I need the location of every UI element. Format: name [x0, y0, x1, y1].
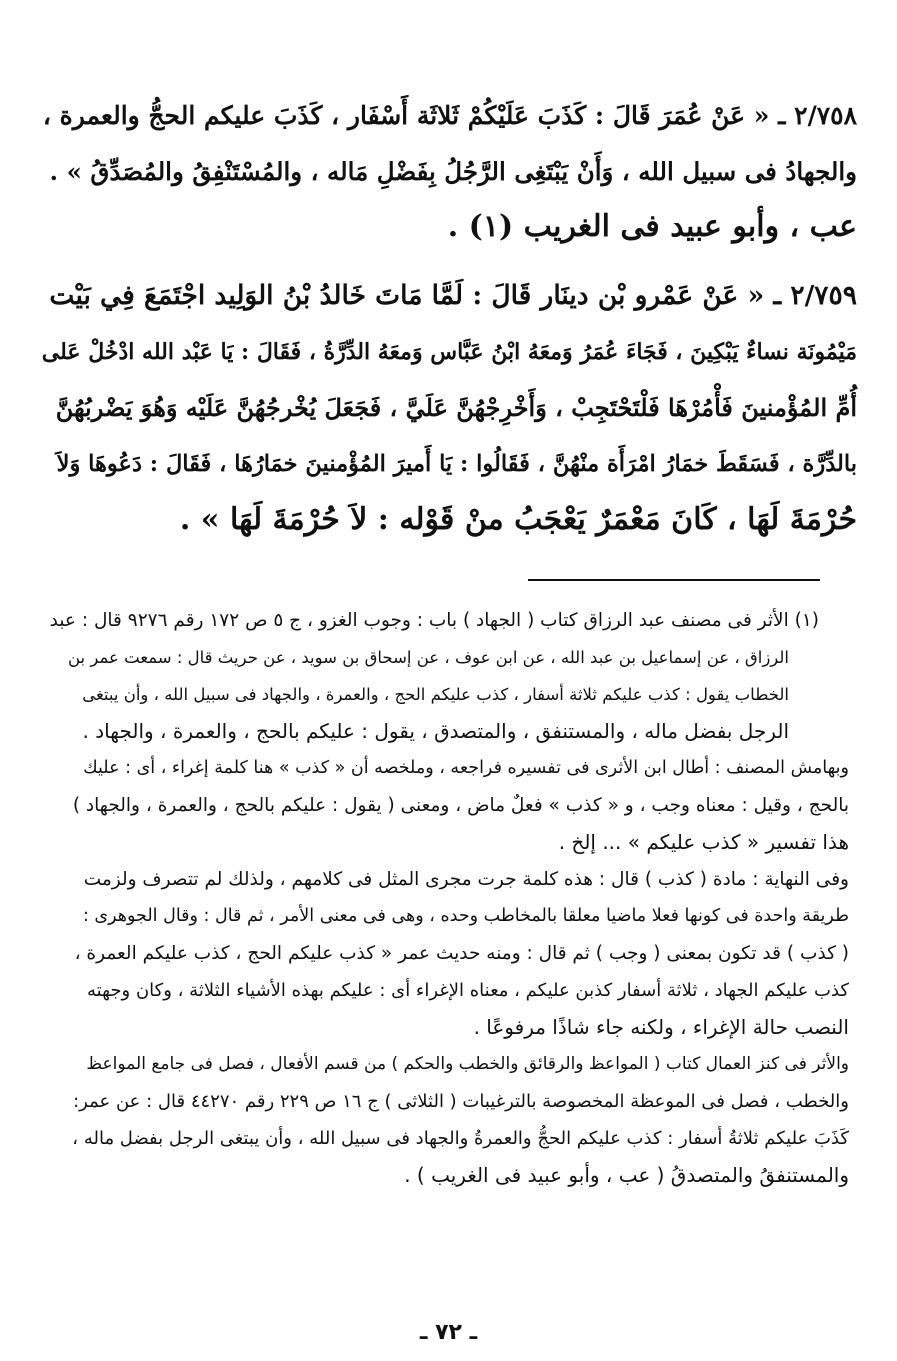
- footnote-1-line-2: الرزاق ، عن إسماعيل بن عبد الله ، عن ابن عوف ، عن إسحاق بن سويد ، عن حريث قال : سمعت عمر بن: [67, 648, 789, 667]
- page-number: ـ ٧٢ ـ: [419, 1320, 478, 1345]
- hadith-758-line-1: ٢/٧٥٨ ـ « عَنْ عُمَرَ قَالَ : كَذَبَ عَلَيْكُمْ ثَلاثَة أَسْفَار ، كَذَبَ عليكم الحجُّ والعمرة ،: [42, 101, 857, 130]
- hadith-758-source: عب ، وأبو عبيد فى الغريب (١) .: [447, 209, 857, 244]
- hadith-758: [40, 88, 857, 200]
- footnote-4-line-1: والأثر فى كنز العمال كتاب ( المواعظ والرقائق والخطب والحكم ) من قسم الأفعال ، فصل فى جامع المواعظ: [86, 1054, 849, 1074]
- hadith-759-line-4: بالدِّرَّة ، فَسَقَطَ خمَارُ امْرَأَة منْهُنَّ ، فَقَالُوا : يَا أَميرَ المُؤْمنينَ خمَارُهَا ، فَقَالَ : دَعُوهَا وَلاَ: [56, 451, 857, 477]
- hadith-759-line-1: ٢/٧٥٩ ـ « عَنْ عَمْرو بْن دينَار قَالَ : لَمَّا مَاتَ خَالدُ بْنُ الوَلِيد اجْتَمَعَ فِي بَيْت: [49, 280, 857, 311]
- footnote-3-line-4: كذب عليكم الجهاد ، ثلاثة أسفار كذبن عليكم ، معناه الإغراء أى : عليكم بهذه الأشياء الثلاثة ، وكان وجهته: [87, 980, 849, 1001]
- footnote-2-line-2: بالحج ، وقيل : معناه وجب ، و « كذب » فعلٌ ماض ، ومعنى ( يقول : عليكم بالحج ، والعمرة ، والجهاد ): [72, 795, 849, 816]
- footnote-3-line-1: وفى النهاية : مادة ( كذب ) قال : هذه كلمة جرت مجرى المثل فى كلامهم ، ولذلك لم تتصرف ولزمت: [83, 869, 849, 890]
- footnotes: [38, 602, 849, 1194]
- footnote-3-line-5: النصب حالة الإغراء ، ولكنه جاء شاذًا مرفوعًا .: [473, 1015, 849, 1039]
- footnote-1-line-4: الرجل بفضل ماله ، والمستنفق ، والمتصدق ، يقول : عليكم بالحج ، والعمرة ، والجهاد .: [82, 719, 789, 743]
- footnote-3-line-3: ( كذب ) قد تكون بمعنى ( وجب ) ثم قال : ومنه حديث عمر « كذب عليكم الحج ، كذب عليكم العمرة ،: [74, 943, 849, 964]
- footnote-separator: [528, 579, 820, 581]
- hadith-758-line-2: والجهادُ فى سبيل الله ، وَأَنْ يَبْتَغِى الرَّجُلُ بِفَضْلِ مَاله ، والمُسْتَنْفِقُ والمُصَدِّقُ » .: [49, 157, 857, 186]
- footnote-3-line-2: طريقة واحدة فى كونها فعلا ماضيا معلقا بالمخاطب وحده ، وهى فى معنى الأمر ، ثم قال : وقال الجوهرى :: [82, 906, 849, 926]
- footnote-4-line-3: كَذَبَ عليكم ثلاثةُ أسفار : كذب عليكم الحجُّ والعمرةُ والجهاد فى سبيل الله ، وأن يبتغى الرجل بفضل ماله ،: [72, 1128, 849, 1149]
- hadith-759: [40, 268, 857, 548]
- footnote-4-line-2: والخطب ، فصل فى الموعظة المخصوصة بالترغيبات ( الثلاثى ) ج ١٦ ص ٢٢٩ رقم ٤٤٢٧٠ قال : عن عمر:: [73, 1091, 849, 1112]
- footnote-2-line-3: هذا تفسير « كذب عليكم » ... إلخ .: [558, 830, 849, 854]
- hadith-759-line-2: مَيْمُونَة نساءٌ يَبْكِينَ ، فَجَاءَ عُمَرُ وَمعَهُ ابْنُ عَبَّاس وَمعَهُ الدِّرَّةُ ، فَقَالَ : يَا عَبْد الله ادْخُلْ عَلى: [41, 339, 857, 365]
- footnote-4-line-4: والمستنفقُ والمتصدقُ ( عب ، وأبو عبيد فى الغريب ) .: [404, 1163, 849, 1187]
- hadith-758-reference: [40, 205, 857, 249]
- hadith-759-line-3: أُمِّ المُؤْمنينَ فَأْمُرْهَا فَلْتَحْتَجِبْ ، وَأَخْرِجْهُنَّ عَلَيَّ ، فَجَعَلَ يُخْرجُهُنَّ عَلَيْه وَهُوَ يَضْربُهُنَّ: [55, 393, 857, 422]
- footnote-1-line-3: الخطاب يقول : كذب عليكم ثلاثة أسفار ، كذب عليكم الحج ، والعمرة ، والجهاد فى سبيل الله ، وأن يبتغى: [82, 685, 789, 704]
- footnote-1-line-1: (١) الأثر فى مصنف عبد الرزاق كتاب ( الجهاد ) باب : وجوب الغزو ، ج ٥ ص ١٧٢ رقم ٩٢٧٦ قال : عبد: [49, 610, 819, 631]
- footnote-2-line-1: وبهامش المصنف : أطال ابن الأثرى فى تفسيره فراجعه ، وملخصه أن « كذب » هنا كلمة إغراء ، أى : عليك: [83, 758, 849, 778]
- hadith-759-line-5: حُرْمَةَ لَهَا ، كَانَ مَعْمَرٌ يَعْجَبُ منْ قَوْله : لاَ حُرْمَةَ لَهَا » .: [179, 502, 857, 537]
